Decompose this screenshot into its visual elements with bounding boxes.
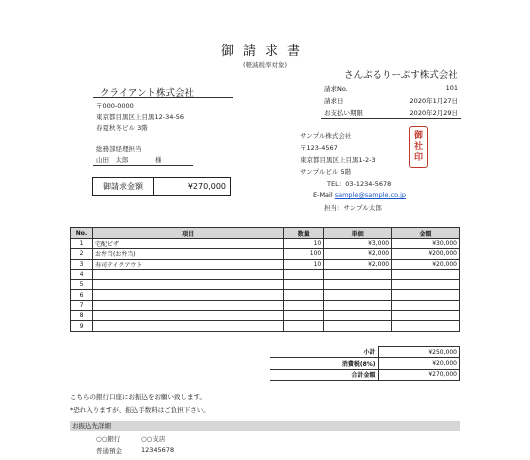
row-price bbox=[324, 290, 392, 300]
totals-table bbox=[270, 346, 460, 381]
table-row bbox=[71, 321, 460, 331]
col-header-no: No. bbox=[71, 228, 93, 239]
bank-name: ○○銀行 bbox=[96, 435, 121, 443]
issuer-postal: 〒123-4567 bbox=[300, 144, 338, 152]
row-item bbox=[92, 311, 283, 321]
row-amount bbox=[392, 280, 460, 290]
row-price bbox=[324, 321, 392, 331]
invoice-amount-box bbox=[92, 177, 231, 196]
row-no: 9 bbox=[71, 321, 93, 331]
row-amount: ¥200,000 bbox=[392, 249, 460, 259]
client-postal: 〒000-0000 bbox=[96, 102, 134, 110]
row-amount: ¥30,000 bbox=[392, 239, 460, 249]
meta-underline bbox=[321, 118, 461, 119]
subtotal-value: ¥250,000 bbox=[378, 347, 459, 358]
col-header-qty: 数量 bbox=[284, 228, 324, 239]
row-item bbox=[92, 300, 283, 310]
payment-note: こちらの銀行口座にお振込をお願い致します。 bbox=[70, 393, 206, 401]
total-row bbox=[270, 369, 460, 380]
tax-row bbox=[270, 358, 460, 369]
issuer-email-link[interactable]: sample@sample.co.jp bbox=[334, 191, 406, 199]
row-price bbox=[324, 269, 392, 279]
row-amount bbox=[392, 290, 460, 300]
row-qty bbox=[284, 321, 324, 331]
issuer-email-row bbox=[313, 191, 406, 199]
row-qty bbox=[284, 300, 324, 310]
client-honorific: 様 bbox=[155, 156, 162, 164]
issuer-contact: 担当：サンプル太郎 bbox=[324, 204, 382, 212]
row-qty bbox=[284, 280, 324, 290]
row-price: ¥2,000 bbox=[324, 249, 392, 259]
invoice-amount-value: ¥270,000 bbox=[187, 182, 226, 191]
row-no: 1 bbox=[71, 239, 93, 249]
line-items-table bbox=[70, 227, 460, 332]
col-header-price: 単価 bbox=[324, 228, 392, 239]
row-price bbox=[324, 300, 392, 310]
row-amount: ¥20,000 bbox=[392, 259, 460, 269]
seal-char-2: 社 bbox=[413, 141, 423, 152]
row-no: 4 bbox=[71, 269, 93, 279]
bank-branch: ○○支店 bbox=[141, 435, 166, 443]
client-person-underline bbox=[93, 165, 193, 166]
tax-value: ¥20,000 bbox=[378, 358, 459, 369]
table-row bbox=[71, 280, 460, 290]
document-subtitle: (軽減税率対象) bbox=[242, 61, 288, 69]
table-row bbox=[71, 311, 460, 321]
invoice-no-label: 請求No. bbox=[324, 85, 348, 93]
fee-note: *恐れ入りますが、振込手数料はご負担下さい。 bbox=[70, 406, 210, 414]
issuer-building: サンプルビル 5階 bbox=[300, 168, 352, 176]
due-date-value: 2020年2月29日 bbox=[409, 109, 458, 117]
issuer-name: サンプル株式会社 bbox=[300, 132, 352, 140]
row-no: 3 bbox=[71, 259, 93, 269]
row-price: ¥2,000 bbox=[324, 259, 392, 269]
client-person: 山田 太郎 bbox=[96, 156, 129, 164]
row-qty: 10 bbox=[284, 259, 324, 269]
row-item: 宅配ピザ bbox=[92, 239, 283, 249]
client-building: 春夏秋冬ビル 3階 bbox=[96, 124, 148, 132]
invoice-no-value: 101 bbox=[445, 84, 458, 92]
row-no: 5 bbox=[71, 280, 93, 290]
row-item bbox=[92, 269, 283, 279]
table-header-row bbox=[71, 228, 460, 239]
table-row bbox=[71, 300, 460, 310]
row-no: 7 bbox=[71, 300, 93, 310]
row-amount bbox=[392, 300, 460, 310]
row-qty bbox=[284, 290, 324, 300]
row-amount bbox=[392, 311, 460, 321]
subtotal-row bbox=[270, 347, 460, 358]
due-date-label: お支払い期限 bbox=[324, 109, 363, 117]
row-price bbox=[324, 280, 392, 290]
issuer-address: 東京都目黒区上目黒1-2-3 bbox=[300, 156, 376, 164]
client-address: 東京都目黒区上目黒12-34-56 bbox=[96, 113, 185, 121]
col-header-amount: 金額 bbox=[392, 228, 460, 239]
row-item bbox=[92, 321, 283, 331]
row-amount bbox=[392, 321, 460, 331]
tax-label: 消費税(8%) bbox=[270, 358, 378, 369]
row-amount bbox=[392, 269, 460, 279]
seal-char-1: 御 bbox=[413, 130, 423, 141]
row-no: 8 bbox=[71, 311, 93, 321]
subtotal-label: 小計 bbox=[363, 349, 376, 357]
total-value: ¥270,000 bbox=[378, 369, 459, 380]
seal-char-3: 印 bbox=[413, 152, 423, 163]
invoice-amount-label: 御請求金額 bbox=[93, 178, 154, 195]
row-no: 6 bbox=[71, 290, 93, 300]
document-title: 御請求書 bbox=[220, 44, 309, 59]
client-department: 総務部経理担当 bbox=[96, 145, 142, 153]
row-price bbox=[324, 311, 392, 321]
row-item: 寿司テイクアウト bbox=[92, 259, 283, 269]
client-company: クライアント株式会社 bbox=[100, 88, 195, 99]
client-company-underline bbox=[93, 97, 233, 98]
account-type: 普通預金 bbox=[96, 447, 122, 455]
account-number: 12345678 bbox=[141, 446, 175, 454]
row-qty: 100 bbox=[284, 249, 324, 259]
table-row bbox=[71, 249, 460, 259]
table-row bbox=[71, 259, 460, 269]
invoice-date-value: 2020年1月27日 bbox=[409, 97, 458, 105]
col-header-item: 項目 bbox=[92, 228, 283, 239]
issuer-email-label: E-Mail bbox=[313, 191, 333, 199]
row-item bbox=[92, 290, 283, 300]
row-price: ¥3,000 bbox=[324, 239, 392, 249]
issuer-tel: TEL：03-1234-5678 bbox=[327, 180, 392, 188]
table-row bbox=[71, 290, 460, 300]
invoice-date-label: 請求日 bbox=[324, 97, 344, 105]
row-item: お弁当(お弁当) bbox=[92, 249, 283, 259]
bank-details-header: お振込先詳細 bbox=[70, 421, 460, 431]
row-qty bbox=[284, 269, 324, 279]
row-qty bbox=[284, 311, 324, 321]
table-row bbox=[71, 269, 460, 279]
company-seal-stamp bbox=[409, 126, 428, 168]
row-qty: 10 bbox=[284, 239, 324, 249]
table-row bbox=[71, 239, 460, 249]
row-no: 2 bbox=[71, 249, 93, 259]
row-item bbox=[92, 280, 283, 290]
issuer-company: さんぷるりーぷす株式会社 bbox=[344, 70, 458, 81]
total-label: 合計金額 bbox=[270, 369, 378, 380]
